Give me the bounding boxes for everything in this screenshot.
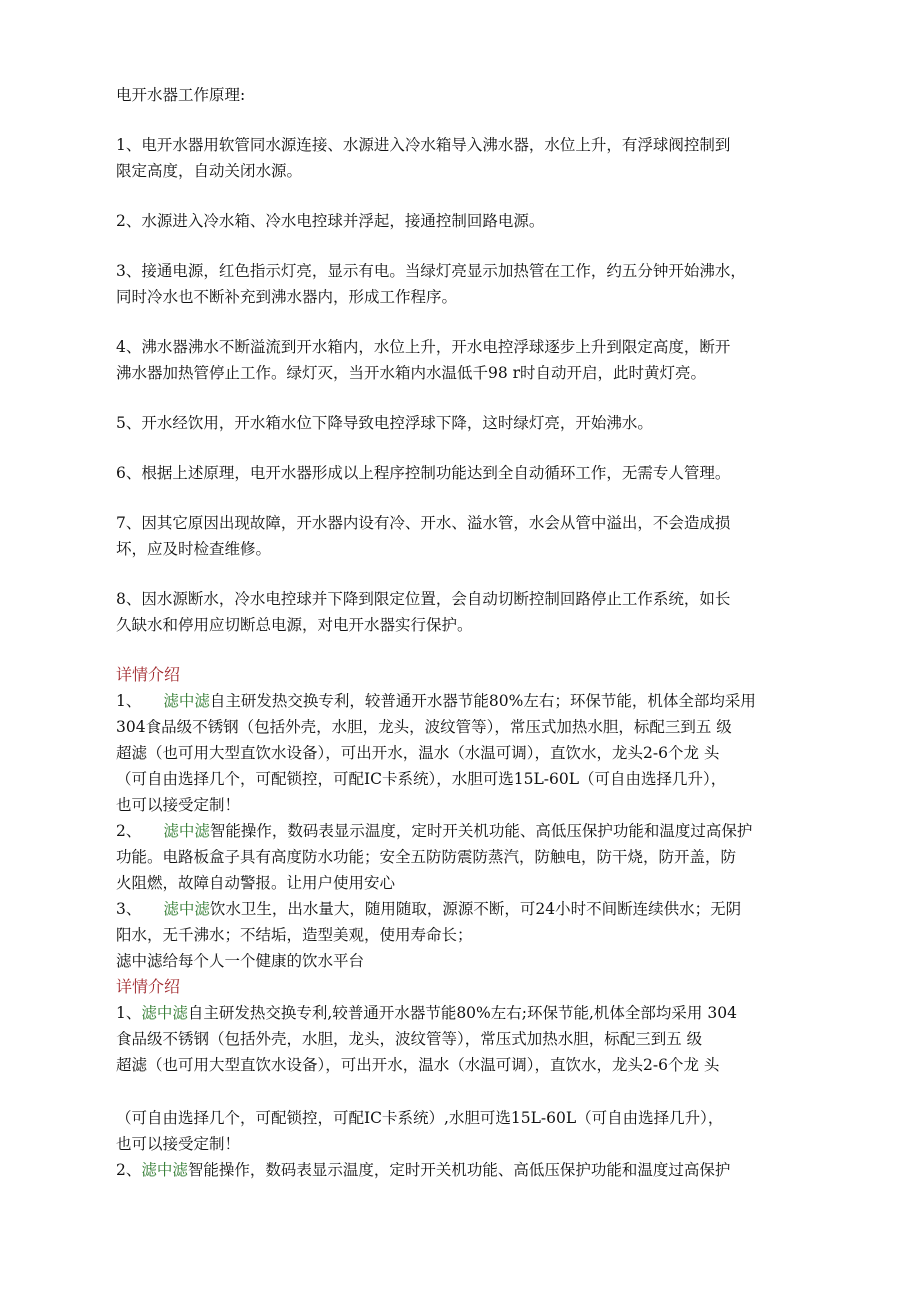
slogan: 滤中滤给每个人一个健康的饮水平台: [116, 952, 365, 970]
paragraph-line: 2、水源进入冷水箱、冷水电控球并浮起，接通控制回路电源。: [116, 212, 545, 230]
paragraph-line: 6、根据上述原理，电开水器形成以上程序控制功能达到全自动循环工作，无需专人管理。: [116, 464, 731, 482]
paragraph-line: 限定高度，自动关闭水源。: [116, 162, 303, 180]
paragraph-line: 超滤（也可用大型直饮水设备），可出开水，温水（水温可调），直饮水，龙头2-6个龙 头: [116, 744, 720, 762]
item-number: 2、: [116, 822, 142, 840]
paragraph-line: 坏，应及时检查维修。: [116, 540, 272, 558]
principle-item-2: [116, 208, 826, 234]
detail-heading: 详情介绍: [116, 977, 181, 996]
paragraph-line: 功能。电路板盒子具有高度防水功能；安全五防防震防蒸汽，防触电，防干烧，防开盖，防: [116, 848, 737, 866]
detail-item-2-first-line: [116, 818, 826, 844]
brand-name: 滤中滤: [141, 1161, 188, 1179]
brand-name: 滤中滤: [163, 900, 210, 918]
brand-name: 滤中滤: [163, 822, 210, 840]
paragraph-line: 也可以接受定制！: [116, 796, 241, 814]
detail-heading: 详情介绍: [116, 665, 181, 684]
document-title: 电开水器工作原理:: [116, 86, 246, 104]
detail-item-1-first-line: [116, 1000, 826, 1026]
paragraph-line: 1、电开水器用软管同水源连接、水源进入冷水箱导入沸水器，水位上升，有浮球阀控制到: [116, 136, 731, 154]
item-number: 3、: [116, 900, 142, 918]
item-number: 1、: [116, 1004, 142, 1022]
paragraph-text: 饮水卫生，出水量大，随用随取，源源不断，可24小时不间断连续供水；无阴: [209, 900, 742, 918]
principle-item-3: [116, 258, 826, 310]
paragraph-line: 久缺水和停用应切断总电源，对电开水器实行保护。: [116, 616, 473, 634]
detail-item-3-first-line: [116, 896, 826, 922]
document-page: [116, 82, 826, 1183]
paragraph-line: 食品级不锈钢（包括外壳，水胆，龙头，波纹管等），常压式加热水胆，标配三到五 级: [116, 1030, 703, 1048]
principle-item-8: [116, 586, 826, 638]
principle-item-5: [116, 410, 826, 436]
principle-item-1: [116, 132, 826, 184]
detail-item-1-first-line: [116, 688, 826, 714]
paragraph-line: （可自由选择几个，可配锁控，可配IC卡系统）,水胆可选15L-60L（可自由选择几升），: [116, 1109, 724, 1127]
principle-item-4: [116, 334, 826, 386]
item-number: 2、: [116, 1161, 142, 1179]
paragraph-line: 3、接通电源，红色指示灯亮，显示有电。当绿灯亮显示加热管在工作，约五分钟开始沸水，: [116, 262, 746, 280]
detail-item-2-first-line: [116, 1157, 826, 1183]
paragraph-line: 8、因水源断水，冷水电控球并下降到限定位置，会自动切断控制回路停止工作系统，如长: [116, 590, 731, 608]
paragraph-text: 自主研发热交换专利，较普通开水器节能80%左右；环保节能，机体全部均采用: [209, 692, 756, 710]
details-section-1: [116, 662, 826, 974]
paragraph-line: （可自由选择几个，可配锁控，可配IC卡系统），水胆可选15L-60L（可自由选择几升），: [116, 770, 727, 788]
paragraph-line: 沸水器加热管停止工作。绿灯灭，当开水箱内水温低千98 r时自动开启，此时黄灯亮。: [116, 364, 707, 382]
brand-name: 滤中滤: [141, 1004, 188, 1022]
paragraph-text: 智能操作，数码表显示温度，定时开关机功能、高低压保护功能和温度过高保护: [209, 822, 753, 840]
paragraph-line: 7、因其它原因出现故障，开水器内设有冷、开水、溢水管，水会从管中溢出，不会造成损: [116, 514, 731, 532]
details-section-2: [116, 974, 826, 1183]
principle-item-7: [116, 510, 826, 562]
paragraph-text: 自主研发热交换专利,较普通开水器节能80%左右;环保节能,机体全部均采用 304: [187, 1004, 737, 1022]
paragraph-line: 同时冷水也不断补充到沸水器内，形成工作程序。: [116, 288, 458, 306]
paragraph-line: 也可以接受定制！: [116, 1135, 241, 1153]
principle-item-6: [116, 460, 826, 486]
item-number: 1、: [116, 692, 142, 710]
paragraph-line: 5、开水经饮用，开水箱水位下降导致电控浮球下降，这时绿灯亮，开始沸水。: [116, 414, 653, 432]
paragraph-line: 火阻燃，故障自动警报。让用户使用安心: [116, 874, 396, 892]
paragraph-line: 304食品级不锈钢（包括外壳，水胆，龙头，波纹管等），常压式加热水胆，标配三到五 级: [116, 718, 732, 736]
brand-name: 滤中滤: [163, 692, 210, 710]
paragraph-text: 智能操作，数码表显示温度，定时开关机功能、高低压保护功能和温度过高保护: [187, 1161, 731, 1179]
paragraph-line: 4、沸水器沸水不断溢流到开水箱内，水位上升，开水电控浮球逐步上升到限定高度，断开: [116, 338, 731, 356]
paragraph-line: 阳水，无千沸水；不结垢，造型美观，使用寿命长；: [116, 926, 473, 944]
paragraph-line: 超滤（也可用大型直饮水设备），可出开水，温水（水温可调），直饮水，龙头2-6个龙 头: [116, 1056, 720, 1074]
principles-list: [116, 132, 826, 638]
